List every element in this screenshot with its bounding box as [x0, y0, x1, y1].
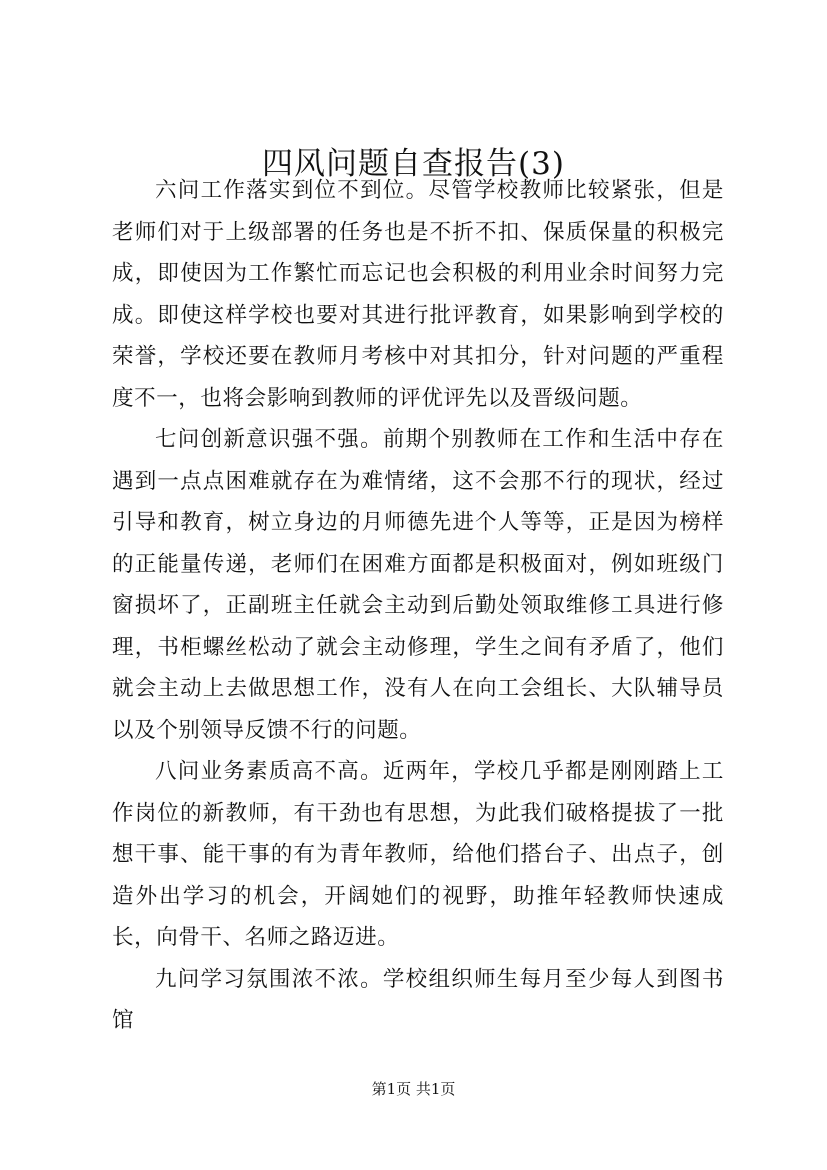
paragraph-7: 七问创新意识强不强。前期个别教师在工作和生活中存在遇到一点点困难就存在为难情绪，这不会那不行的现状，经过引导和教育，树立身边的月师德先进个人等等，正是因为榜样的正能量传递，老师们在困难方面都是积极面对，例如班级门窗损坏了，正副班主任就会主动到后勤处领取维修工具进行修理，书柜螺丝松动了就会主动修理，学生之间有矛盾了，他们就会主动上去做思想工作，没有人在向工会组长、大队辅导员以及个别领导反馈不行的问题。 — [112, 427, 724, 743]
document-body — [112, 170, 724, 1042]
page-footer: 第1页 共1页 — [371, 1080, 456, 1098]
paragraph-9: 九问学习氛围浓不浓。学校组织师生每月至少每人到图书馆 — [112, 966, 724, 1033]
paragraph-8: 八问业务素质高不高。近两年，学校几乎都是刚刚踏上工作岗位的新教师，有干劲也有思想，为此我们破格提拔了一批想干事、能干事的有为青年教师，给他们搭台子、出点子，创造外出学习的机会，开阔她们的视野，助推年轻教师快速成长，向骨干、名师之路迈进。 — [112, 759, 724, 950]
paragraph-6: 六问工作落实到位不到位。尽管学校教师比较紧张，但是老师们对于上级部署的任务也是不折不扣、保质保量的积极完成，即使因为工作繁忙而忘记也会积极的利用业余时间努力完成。即使这样学校也要对其进行批评教育，如果影响到学校的荣誉，学校还要在教师月考核中对其扣分，针对问题的严重程度不一，也将会影响到教师的评优评先以及晋级问题。 — [112, 178, 724, 411]
document-title: 四风问题自查报告(3) — [262, 146, 565, 182]
